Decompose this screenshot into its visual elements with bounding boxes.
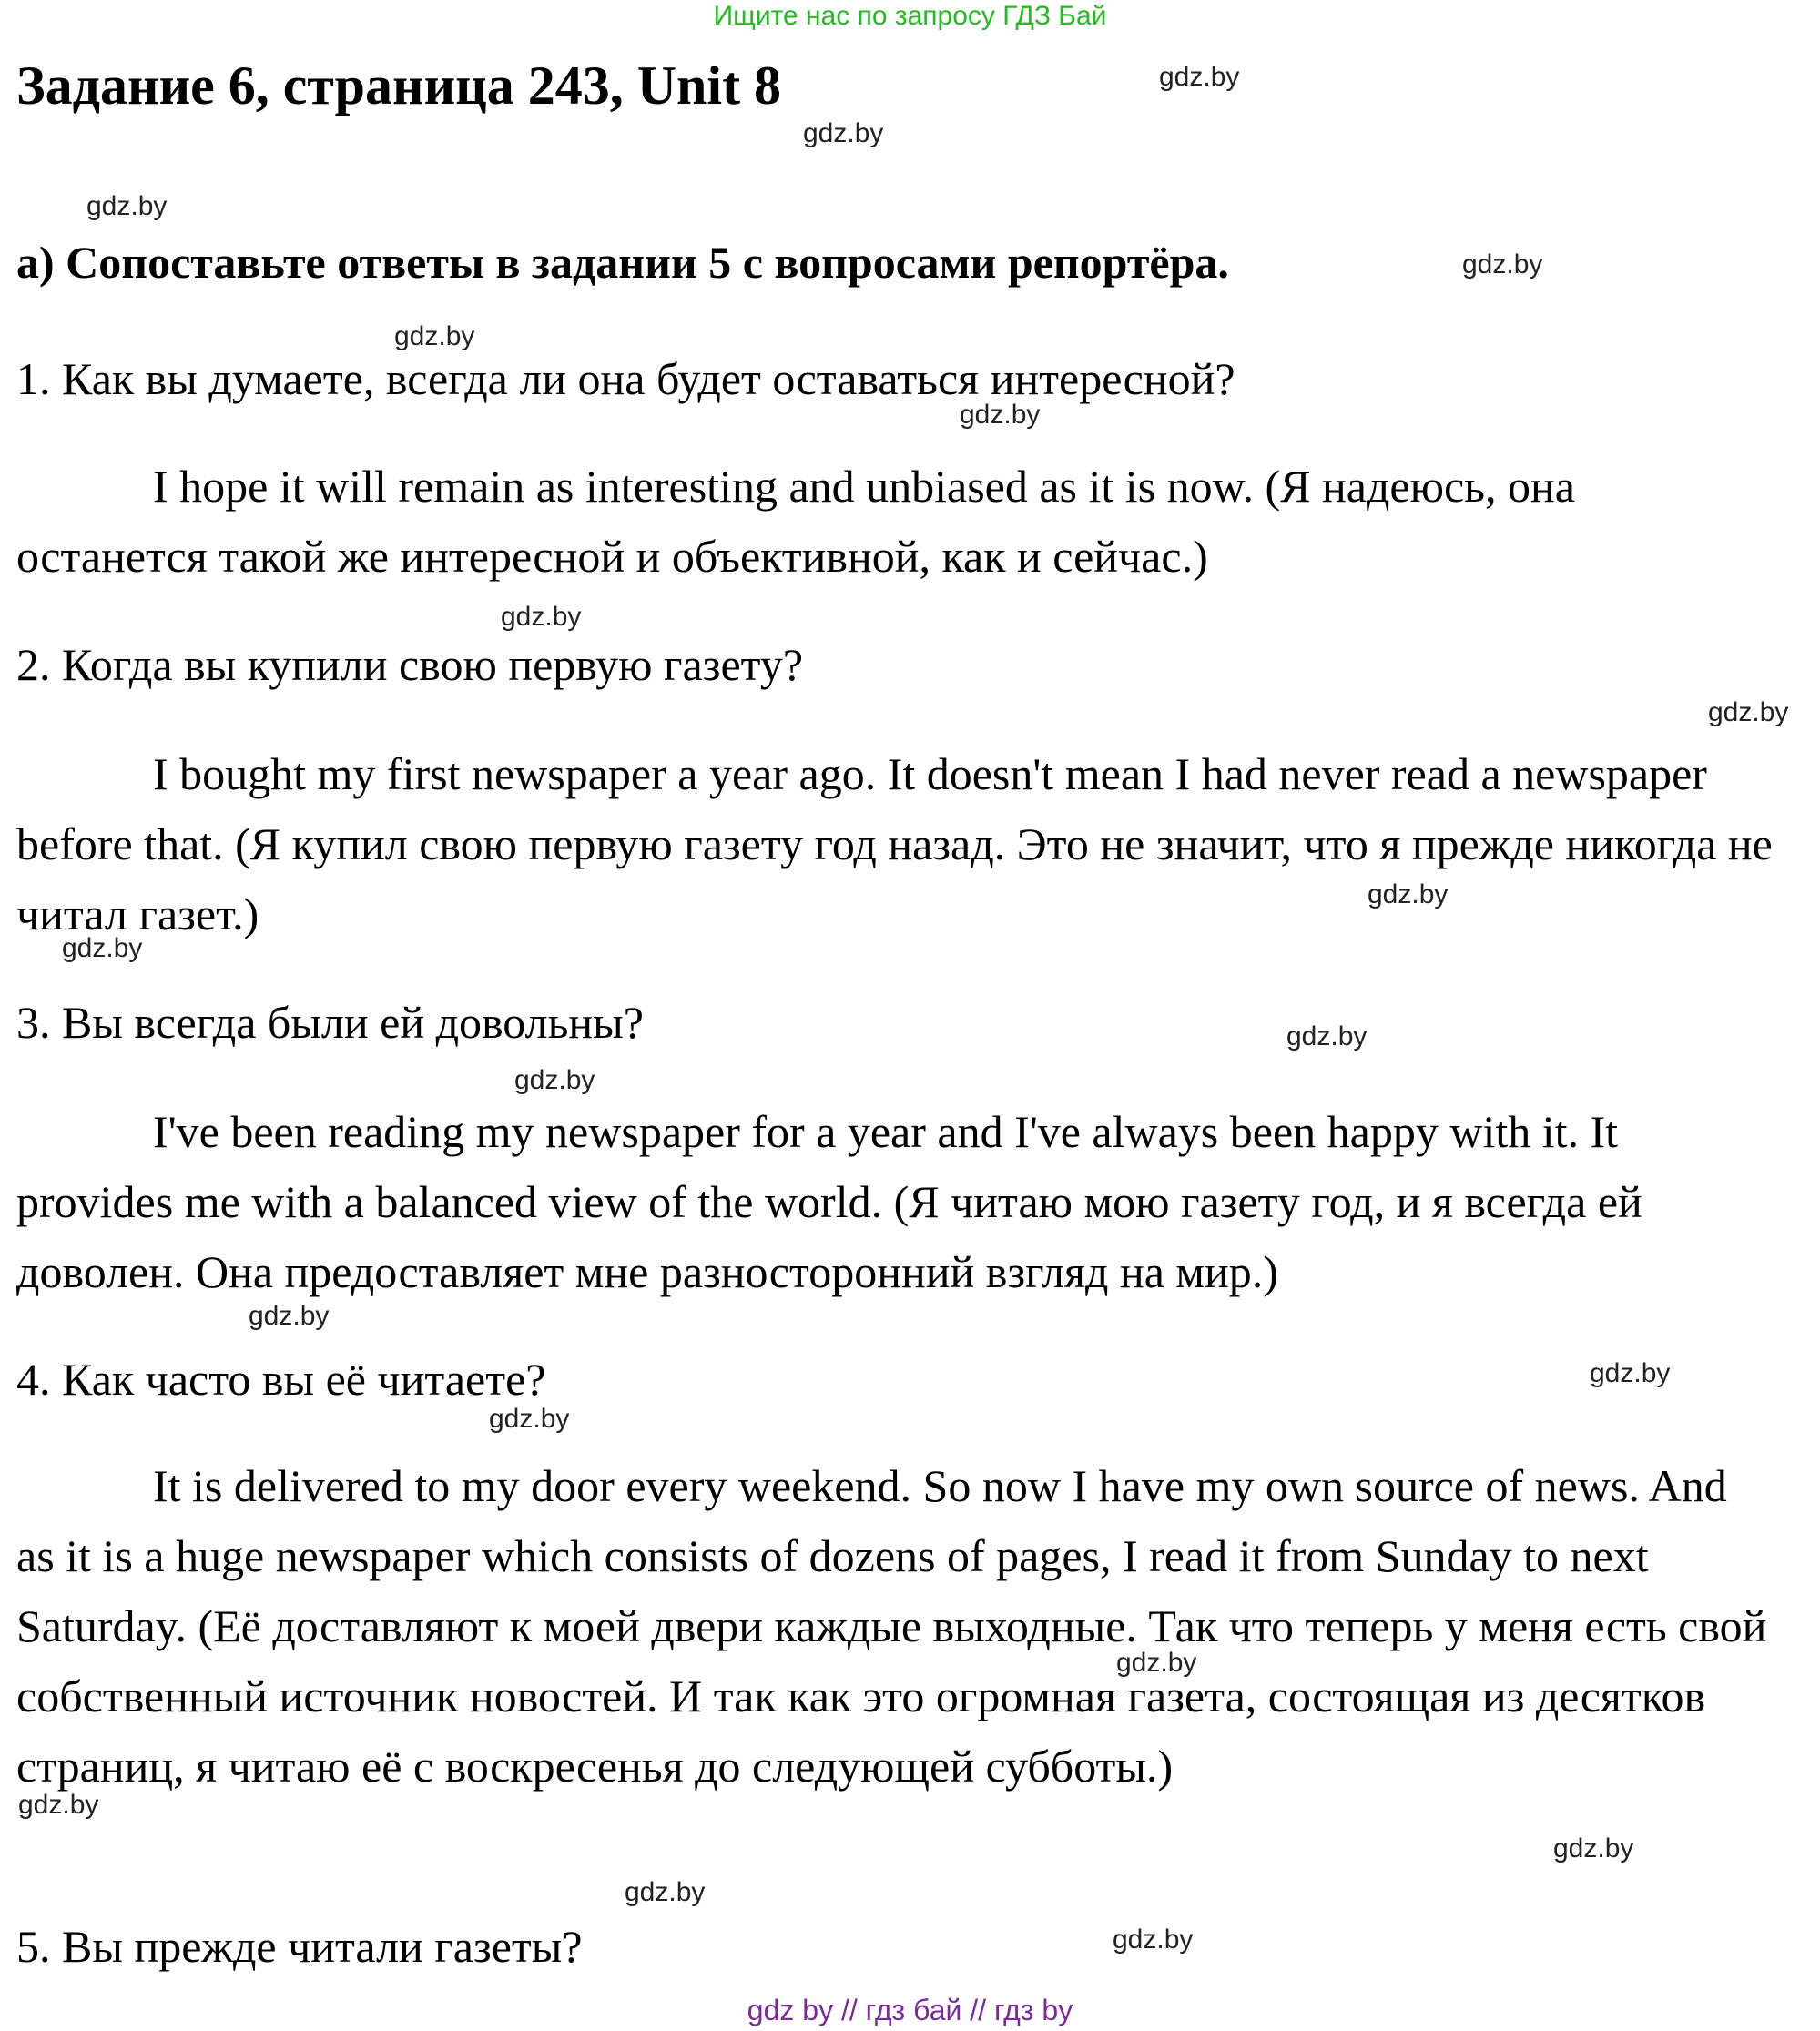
answer-2: I bought my first newspaper a year ago. It doesn't mean I had never read a newspaper before that. (Я купил свою первую газету год назад. Это не значит, что я прежде никогда не читал газет.) [16, 748, 1773, 939]
watermark: gdz.by [394, 321, 475, 351]
question-4: 4. Как часто вы её читаете? [16, 1354, 546, 1405]
watermark: gdz.by [1462, 249, 1543, 279]
answer-1: I hope it will remain as interesting and unbiased as it is now. (Я надеюсь, она останется такой же интересной и объективной, как и сейчас.) [16, 461, 1575, 582]
question-5: 5. Вы прежде читали газеты? [16, 1921, 583, 1972]
answer-4: It is delivered to my door every weekend. So now I have my own source of news. And as it is a huge newspaper which consists of dozens of pages, I read it from Sunday to next Saturday. (Её доставляют к моей двери каждые выходные. Так что теперь у меня есть свой собственный источник новостей. И так как это огромная газета, состоящая из десятков страниц, я читаю её с воскресенья до следующей субботы.) [16, 1460, 1767, 1792]
watermark: gdz.by [1116, 1648, 1197, 1678]
watermark: gdz.by [1286, 1021, 1368, 1051]
watermark: gdz.by [960, 400, 1041, 430]
watermark: gdz.by [1368, 879, 1449, 909]
question-3: 3. Вы всегда были ей довольны? [16, 997, 644, 1048]
watermark: gdz.by [18, 1790, 99, 1820]
watermark: gdz.by [1159, 62, 1240, 92]
question-1: 1. Как вы думаете, всегда ли она будет оставаться интересной? [16, 353, 1235, 404]
task-subtitle: a) Сопоставьте ответы в задании 5 с вопросами репортёра. [16, 237, 1229, 288]
watermark: gdz.by [514, 1065, 595, 1095]
watermark: gdz.by [1708, 697, 1789, 727]
watermark: gdz.by [86, 191, 168, 221]
watermark: gdz.by [489, 1404, 570, 1434]
watermark: gdz.by [1553, 1833, 1634, 1863]
watermark: gdz.by [1590, 1358, 1671, 1388]
answer-3: I've been reading my newspaper for a year and I've always been happy with it. It provides me with a balanced view of the world. (Я читаю мою газету год, и я всегда ей доволен. Она предоставляет мне разносторонний взгляд на мир.) [16, 1106, 1642, 1297]
search-banner[interactable]: Ищите нас по запросу ГДЗ Бай [713, 1, 1107, 31]
watermark: gdz.by [62, 933, 143, 963]
watermark: gdz.by [501, 602, 582, 632]
question-2: 2. Когда вы купили свою первую газету? [16, 639, 804, 690]
footer-links[interactable]: gdz by // гдз бай // гдз by [747, 1994, 1073, 2026]
watermark: gdz.by [1113, 1924, 1194, 1955]
watermark: gdz.by [803, 118, 884, 148]
watermark: gdz.by [249, 1301, 330, 1331]
page-title: Задание 6, страница 243, Unit 8 [16, 56, 782, 116]
watermark: gdz.by [625, 1877, 706, 1907]
